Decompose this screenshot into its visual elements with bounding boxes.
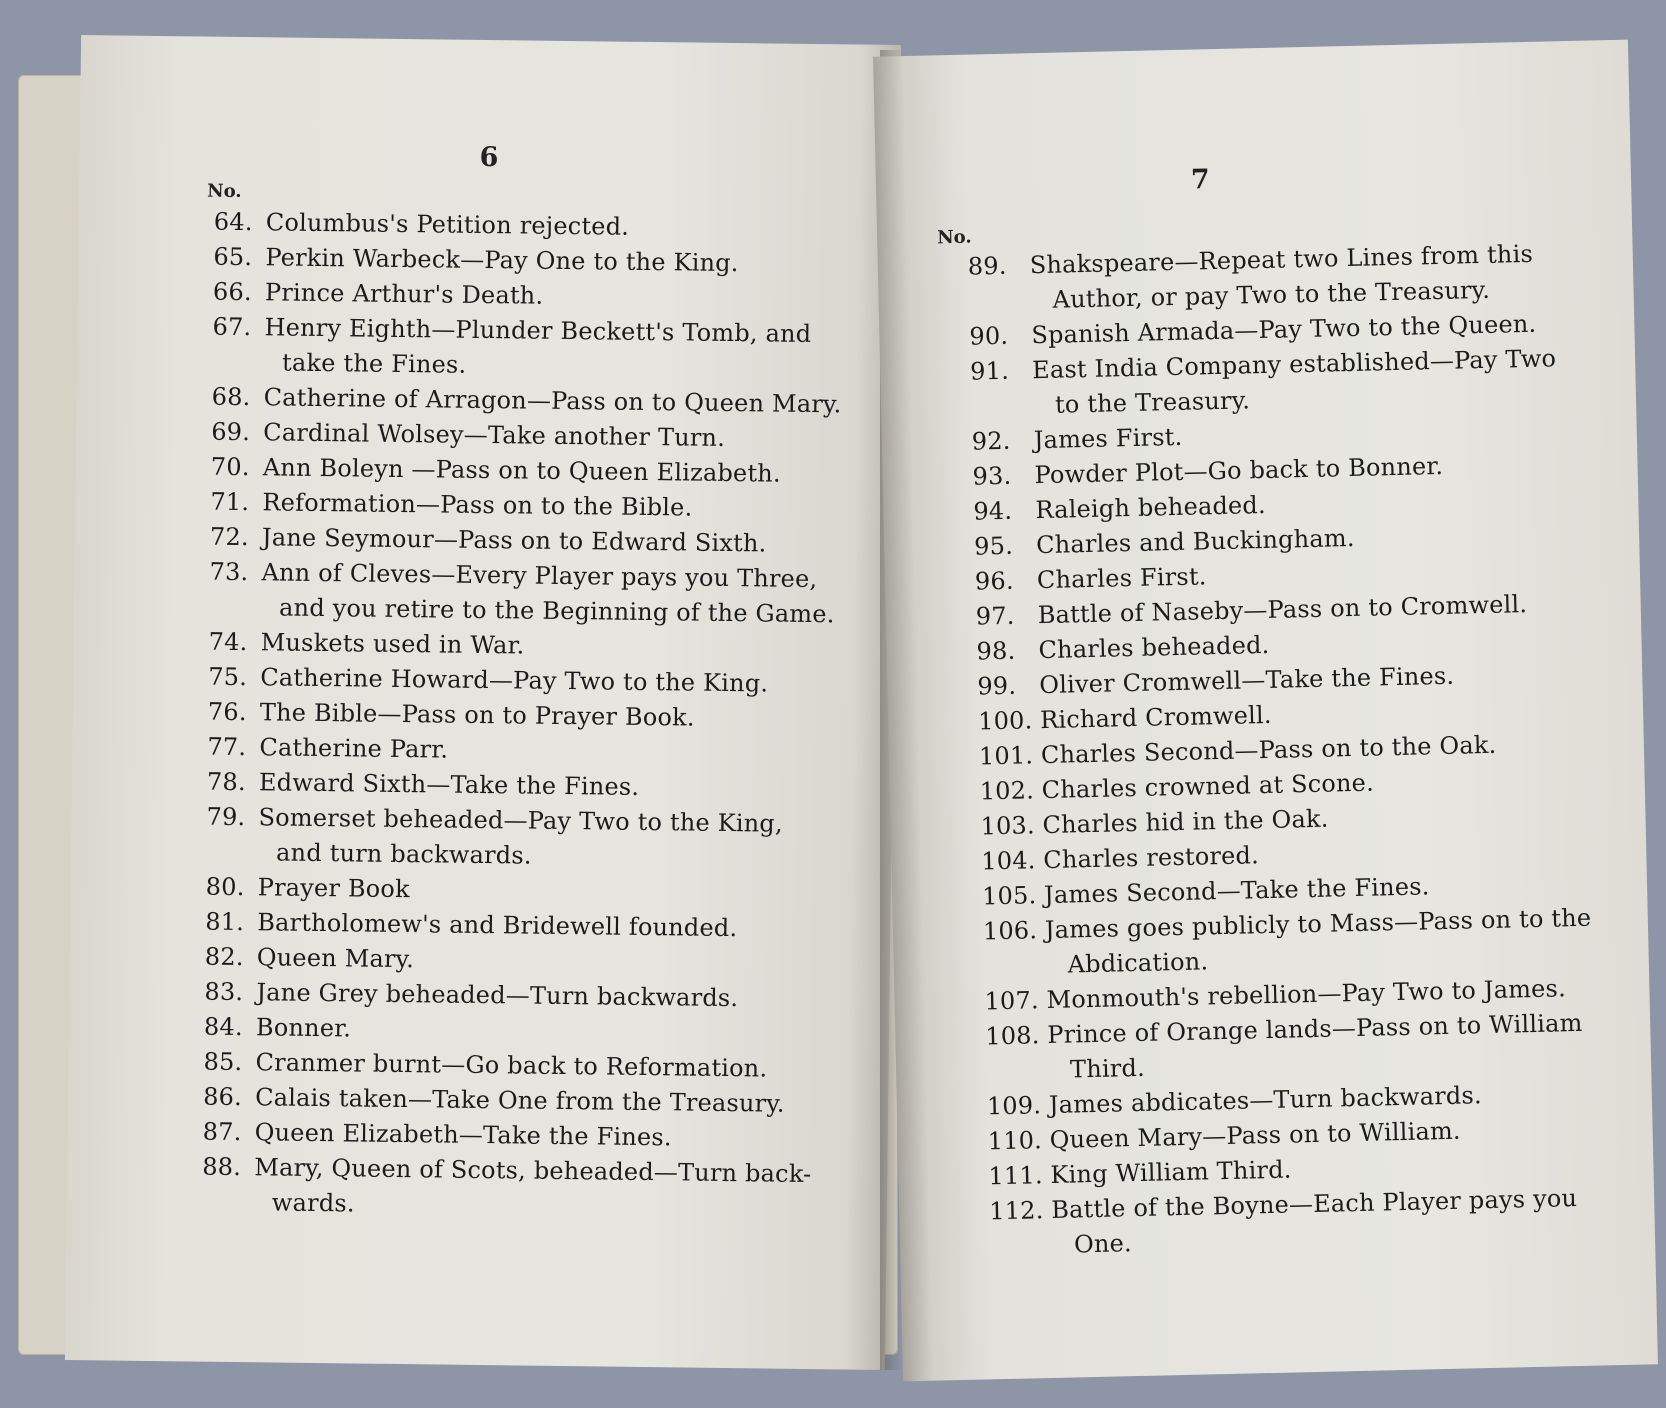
entry-number: 101.: [978, 741, 1034, 771]
entry-continuation: wards.: [271, 1188, 355, 1218]
entry-text: Jane Grey beheaded—Turn backwards.: [256, 978, 739, 1013]
entry-number: 70.: [210, 452, 250, 482]
entry-text: Charles restored.: [1043, 841, 1260, 875]
entry-text: Shakspeare—Repeat two Lines from this: [1029, 239, 1534, 280]
entry-list: [967, 236, 1600, 1265]
entry-continuation: take the Fines.: [281, 348, 467, 379]
entry-text: Bonner.: [255, 1013, 352, 1043]
entry-list: [202, 205, 844, 1228]
entry-number: 88.: [202, 1152, 242, 1182]
entry-number: 111.: [988, 1161, 1044, 1191]
entry-text: The Bible—Pass on to Prayer Book.: [259, 698, 695, 732]
entry-number: 97.: [975, 601, 1015, 631]
entry-text: Charles crowned at Scone.: [1041, 768, 1375, 805]
entry-text: James abdicates—Turn backwards.: [1048, 1081, 1483, 1120]
entry-continuation: and you retire to the Beginning of the Game.: [278, 593, 835, 629]
entry-text: Charles hid in the Oak.: [1042, 804, 1329, 840]
list-item: [989, 1181, 1600, 1265]
entry-number: 87.: [202, 1117, 242, 1147]
entry-number: 79.: [206, 802, 246, 832]
entry-text: King William Third.: [1050, 1155, 1292, 1189]
entry-number: 81.: [205, 907, 245, 937]
entry-text: Mary, Queen of Scots, beheaded—Turn back-: [254, 1153, 812, 1189]
entry-text: Queen Mary—Pass on to William.: [1049, 1116, 1461, 1155]
list-item: [202, 1150, 833, 1228]
entry-number: 106.: [982, 916, 1038, 946]
entry-text: Reformation—Pass on to the Bible.: [262, 488, 693, 522]
entry-text: Monmouth's rebellion—Pay Two to James.: [1046, 974, 1567, 1015]
entry-number: 82.: [204, 942, 244, 972]
entry-text: East India Company established—Pay Two: [1031, 344, 1557, 385]
entry-text: Powder Plot—Go back to Bonner.: [1034, 451, 1444, 490]
entry-number: 65.: [213, 242, 253, 272]
entry-number: 86.: [202, 1082, 243, 1112]
entry-text: Charles beheaded.: [1038, 630, 1270, 665]
entry-number: 92.: [971, 426, 1011, 456]
entry-number: 69.: [211, 417, 251, 447]
entry-number: 110.: [987, 1126, 1043, 1156]
entry-number: 72.: [209, 522, 249, 552]
entry-text: Henry Eighth—Plunder Beckett's Tomb, and: [264, 313, 812, 348]
entry-text: Cardinal Wolsey—Take another Turn.: [263, 418, 726, 452]
entry-text: Charles Second—Pass on to the Oak.: [1040, 730, 1497, 770]
page-number: 6: [479, 141, 499, 174]
entry-number: 75.: [208, 662, 248, 692]
entry-text: Prince Arthur's Death.: [264, 278, 544, 310]
entry-continuation: Abdication.: [1067, 947, 1209, 979]
page-number: 7: [1190, 164, 1211, 196]
entry-number: 80.: [205, 872, 245, 902]
entry-number: 84.: [203, 1012, 243, 1042]
entry-text: Catherine Parr.: [259, 733, 449, 764]
number-column-label: No.: [936, 226, 972, 249]
entry-number: 107.: [984, 986, 1040, 1016]
entry-number: 112.: [988, 1196, 1044, 1226]
entry-number: 73.: [209, 557, 249, 587]
entry-text: Ann Boleyn —Pass on to Queen Elizabeth.: [262, 453, 781, 488]
list-item: [209, 555, 840, 633]
entry-number: 74.: [208, 627, 248, 657]
entry-continuation: One.: [1073, 1229, 1133, 1259]
entry-text: Spanish Armada—Pay Two to the Queen.: [1031, 309, 1537, 350]
entry-text: Muskets used in War.: [260, 628, 525, 660]
entry-number: 71.: [210, 487, 250, 517]
entry-text: Prince of Orange lands—Pass on to William: [1046, 1008, 1583, 1050]
entry-number: 66.: [212, 277, 252, 307]
entry-number: 77.: [207, 732, 247, 762]
entry-text: Catherine of Arragon—Pass on to Queen Mary.: [263, 383, 842, 419]
entry-number: 78.: [206, 767, 246, 797]
entry-number: 90.: [969, 321, 1009, 351]
entry-text: Raleigh beheaded.: [1035, 490, 1267, 525]
entry-number: 103.: [980, 811, 1036, 841]
entry-number: 89.: [967, 251, 1007, 281]
entry-number: 98.: [976, 636, 1016, 666]
entry-text: Queen Elizabeth—Take the Fines.: [254, 1118, 672, 1152]
entry-text: Somerset beheaded—Pay Two to the King,: [258, 803, 783, 838]
entry-continuation: Third.: [1069, 1053, 1146, 1084]
entry-number: 83.: [204, 977, 244, 1007]
entry-number: 68.: [211, 382, 251, 412]
list-item: [212, 310, 843, 388]
entry-number: 102.: [979, 776, 1035, 806]
open-booklet: [18, 40, 1643, 1390]
entry-number: 93.: [972, 461, 1012, 491]
entry-number: 105.: [981, 881, 1037, 911]
entry-text: Columbus's Petition rejected.: [265, 208, 630, 241]
entry-text: Queen Mary.: [256, 943, 415, 974]
entry-text: Oliver Cromwell—Take the Fines.: [1039, 661, 1455, 700]
entry-text: Calais taken—Take One from the Treasury.: [254, 1083, 785, 1118]
entry-text: Cranmer burnt—Go back to Reformation.: [255, 1048, 768, 1083]
entry-text: Prayer Book: [257, 873, 410, 904]
entry-number: 100.: [977, 706, 1033, 736]
entry-text: Edward Sixth—Take the Fines.: [258, 768, 640, 801]
entry-number: 85.: [203, 1047, 243, 1077]
entry-continuation: Author, or pay Two to the Treasury.: [1052, 275, 1491, 314]
entry-text: Charles First.: [1036, 562, 1207, 595]
entry-text: Charles and Buckingham.: [1035, 523, 1355, 560]
number-column-label: No.: [207, 180, 242, 203]
entry-number: 91.: [969, 356, 1010, 386]
entry-text: Perkin Warbeck—Pay One to the King.: [265, 243, 739, 278]
entry-number: 94.: [973, 496, 1013, 526]
entry-number: 95.: [973, 531, 1014, 561]
entry-number: 108.: [985, 1021, 1040, 1051]
entry-number: 96.: [974, 566, 1015, 596]
entry-number: 67.: [212, 312, 252, 342]
entry-number: 64.: [213, 207, 253, 237]
entry-text: Battle of Naseby—Pass on to Cromwell.: [1037, 590, 1528, 630]
entry-number: 109.: [986, 1091, 1042, 1121]
entry-text: Richard Cromwell.: [1039, 700, 1273, 735]
entry-number: 99.: [977, 671, 1017, 701]
entry-text: Ann of Cleves—Every Player pays you Three,: [261, 558, 818, 594]
entry-number: 76.: [207, 697, 247, 727]
entry-text: James First.: [1033, 422, 1183, 455]
entry-continuation: to the Treasury.: [1054, 386, 1251, 419]
left-page: [65, 35, 901, 1370]
entry-number: 104.: [981, 846, 1036, 876]
entry-text: Catherine Howard—Pay Two to the King.: [260, 663, 769, 698]
list-item: [206, 800, 837, 878]
right-page: [873, 40, 1658, 1382]
entry-text: Jane Seymour—Pass on to Edward Sixth.: [261, 523, 767, 558]
entry-text: James goes publicly to Mass—Pass on to the: [1044, 903, 1592, 945]
entry-continuation: and turn backwards.: [275, 838, 532, 870]
entry-text: James Second—Take the Fines.: [1043, 872, 1430, 910]
entry-text: Bartholomew's and Bridewell founded.: [257, 908, 738, 943]
entry-text: Battle of the Boyne—Each Player pays you: [1050, 1184, 1578, 1224]
